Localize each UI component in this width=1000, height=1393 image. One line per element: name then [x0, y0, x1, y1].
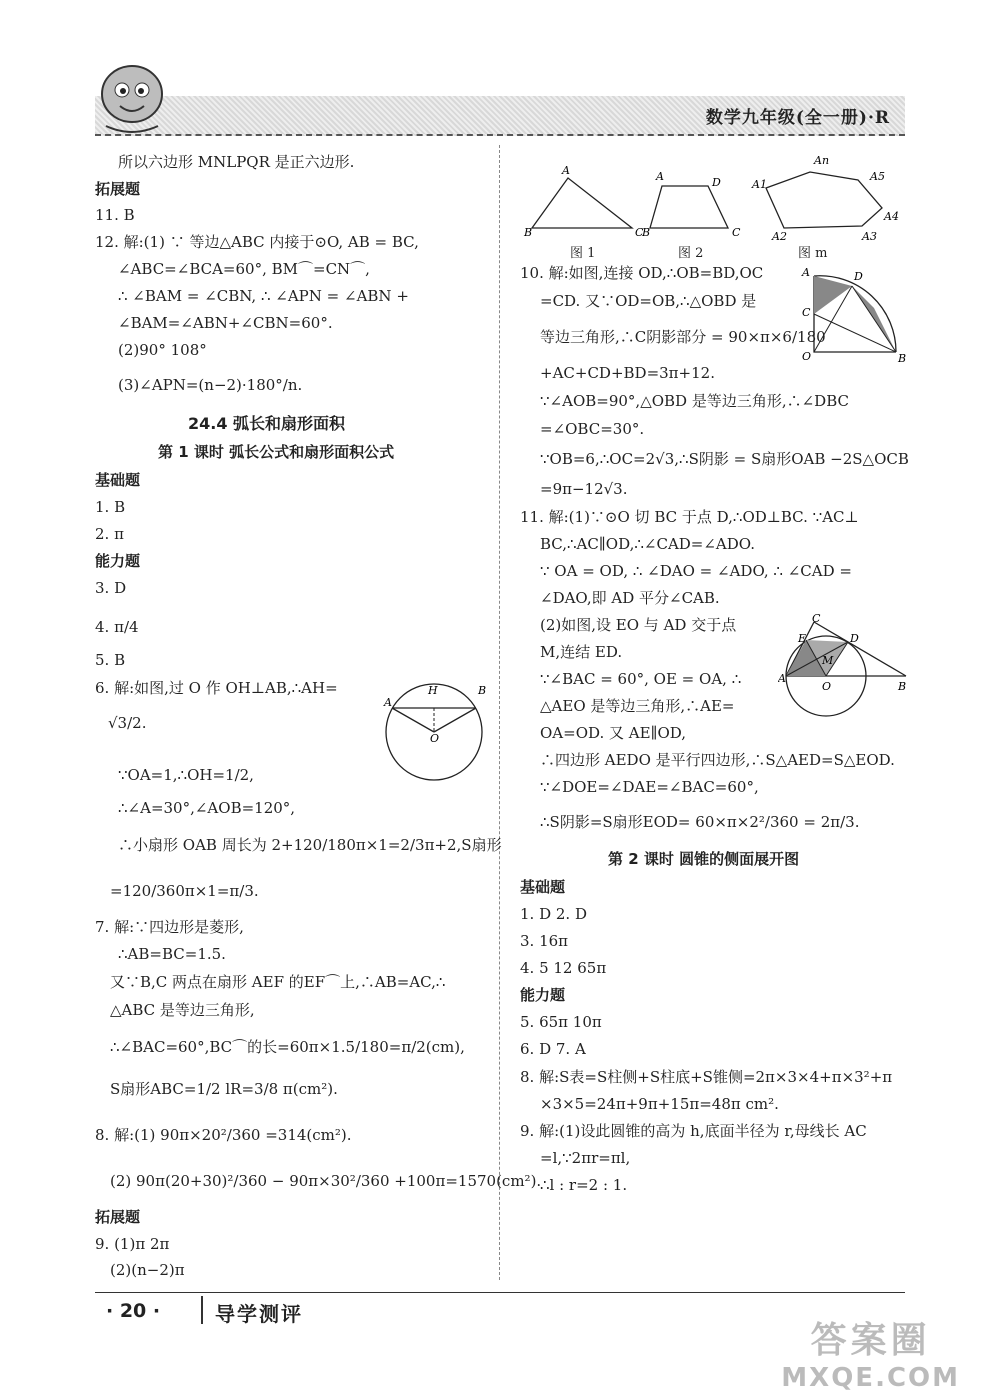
answer-line: 9. (1)π 2π: [95, 1235, 170, 1253]
watermark-text: 答案圈: [810, 1320, 931, 1361]
answer-line: BC,∴AC∥OD,∴∠CAD=∠ADO.: [540, 535, 755, 553]
answer-line: ∴四边形 AEDO 是平行四边形,∴S△AED=S△EOD.: [540, 751, 895, 769]
svg-text:B: B: [524, 226, 533, 239]
svg-text:B: B: [478, 684, 487, 697]
answer-line: (2)90° 108°: [118, 341, 207, 359]
answer-line: S扇形ABC=1/2 lR=3/8 π(cm²).: [110, 1080, 338, 1098]
svg-text:E: E: [798, 632, 807, 645]
answer-line: 4. 5 12 65π: [520, 959, 607, 977]
answer-line: 4. π/4: [95, 618, 139, 636]
svg-text:D: D: [854, 270, 863, 283]
heading-nengli: 能力题: [95, 552, 141, 570]
tangent-circle-figure: [778, 614, 910, 720]
answer-line: ∴小扇形 OAB 周长为 2+120/180π×1=2/3π+2,S扇形: [118, 836, 502, 854]
svg-text:A: A: [656, 170, 664, 183]
footer-line: [95, 1292, 905, 1293]
answer-line: ∴AB=BC=1.5.: [118, 945, 226, 963]
answer-line: ∴S阴影=S扇形EOD= 60×π×2²/360 = 2π/3.: [540, 813, 860, 831]
svg-text:A1: A1: [752, 178, 767, 191]
lesson-title: 第 1 课时 弧长公式和扇形面积公式: [158, 443, 395, 461]
answer-line: 又∵B,C 两点在扇形 AEF 的EF⌒上,∴AB=AC,∴: [110, 973, 446, 991]
svg-text:C: C: [812, 614, 821, 625]
answer-line: +AC+CD+BD=3π+12.: [540, 364, 715, 382]
answer-line: 9. 解:(1)设此圆锥的高为 h,底面半径为 r,母线长 AC: [520, 1122, 867, 1140]
answer-line: ∴ ∠BAM = ∠CBN, ∴ ∠APN = ∠ABN +: [118, 287, 409, 305]
answer-line: 等边三角形,∴C阴影部分 = 90×π×6/180: [540, 328, 826, 346]
answer-line: △ABC 是等边三角形,: [110, 1001, 255, 1019]
answer-line: =CD. 又∵OD=OB,∴△OBD 是: [540, 292, 757, 310]
answer-line: ∵∠BAC = 60°, OE = OA, ∴: [540, 670, 742, 688]
footer-brand: 导学测评: [215, 1302, 303, 1326]
svg-text:A3: A3: [862, 230, 877, 243]
answer-line: =∠OBC=30°.: [540, 420, 645, 438]
sector-figure: [800, 266, 910, 366]
figure-caption: 图 2: [678, 246, 704, 261]
answer-line: ∵OA=1,∴OH=1/2,: [118, 766, 254, 784]
answer-line: 12. 解:(1) ∵ 等边△ABC 内接于⊙O, AB = BC,: [95, 233, 419, 251]
answer-line: √3/2.: [108, 714, 147, 732]
answer-line: 1. B: [95, 498, 126, 516]
answer-line: =9π−12√3.: [540, 480, 628, 498]
answer-line: ∴∠A=30°,∠AOB=120°,: [118, 799, 296, 817]
svg-text:C: C: [802, 306, 811, 319]
svg-text:C: C: [635, 226, 644, 239]
heading-tuozhan: 拓展题: [95, 1208, 141, 1226]
svg-text:B: B: [642, 226, 651, 239]
answer-line: ×3×5=24π+9π+15π=48π cm².: [540, 1095, 779, 1113]
answer-line: ∠ABC=∠BCA=60°, BM⌒=CN⌒,: [118, 260, 370, 278]
answer-line: 1. D 2. D: [520, 905, 587, 923]
answer-line: 6. D 7. A: [520, 1040, 586, 1058]
svg-text:D: D: [850, 632, 859, 645]
answer-line: (2) 90π(20+30)²/360 − 90π×30²/360 +100π=1570(cm²).: [110, 1172, 542, 1190]
lesson-title: 第 2 课时 圆锥的侧面展开图: [608, 850, 800, 868]
svg-text:A5: A5: [870, 170, 885, 183]
svg-text:A: A: [802, 266, 810, 279]
figure-caption: 图 m: [798, 246, 828, 261]
answer-line: 3. 16π: [520, 932, 569, 950]
svg-text:H: H: [428, 684, 438, 697]
answer-line: 5. B: [95, 651, 126, 669]
answer-line: 11. B: [95, 206, 135, 224]
answer-line: ∵ OA = OD, ∴ ∠DAO = ∠ADO, ∴ ∠CAD =: [540, 562, 852, 580]
svg-text:B: B: [898, 352, 907, 365]
heading-jichu: 基础题: [520, 878, 566, 896]
answer-line: 5. 65π 10π: [520, 1013, 602, 1031]
svg-text:A4: A4: [884, 210, 899, 223]
column-divider: [499, 145, 500, 1280]
svg-text:O: O: [430, 732, 440, 745]
answer-line: 8. 解:S表=S柱侧+S柱底+S锥侧=2π×3×4+π×3²+π: [520, 1068, 893, 1086]
answer-line: 8. 解:(1) 90π×20²/360 =314(cm²).: [95, 1126, 352, 1144]
answer-line: OA=OD. 又 AE∥OD,: [540, 724, 687, 742]
svg-text:O: O: [822, 680, 832, 693]
heading-jichu: 基础题: [95, 471, 141, 489]
answer-line: ∠DAO,即 AD 平分∠CAB.: [540, 589, 720, 607]
answer-line: ∠BAM=∠ABN+∠CBN=60°.: [118, 314, 333, 332]
answer-line: (3)∠APN=(n−2)·180°/n.: [118, 376, 303, 394]
svg-text:O: O: [802, 350, 812, 363]
answer-line: 10. 解:如图,连接 OD,∴OB=BD,OC: [520, 264, 764, 282]
text-line: 所以六边形 MNLPQR 是正六边形.: [118, 153, 355, 171]
answer-line: M,连结 ED.: [540, 643, 623, 661]
mascot-logo-icon: [92, 50, 172, 134]
answer-line: (2)如图,设 EO 与 AD 交于点: [540, 616, 737, 634]
watermark: [781, 1312, 960, 1393]
answer-line: 11. 解:(1)∵⊙O 切 BC 于点 D,∴OD⊥BC. ∵AC⊥: [520, 508, 859, 526]
answer-line: ∴l : r=2 : 1.: [540, 1176, 628, 1194]
answer-line: 6. 解:如图,过 O 作 OH⊥AB,∴AH=: [95, 679, 338, 697]
svg-text:A: A: [778, 672, 786, 685]
svg-text:D: D: [712, 176, 721, 189]
svg-text:A: A: [384, 696, 392, 709]
heading-tuozhan: 拓展题: [95, 180, 141, 198]
answer-line: =l,∵2πr=πl,: [540, 1149, 631, 1167]
answer-line: ∵∠AOB=90°,△OBD 是等边三角形,∴∠DBC: [540, 392, 849, 410]
answer-line: ∴∠BAC=60°,BC⌒的长=60π×1.5/180=π/2(cm),: [110, 1038, 465, 1056]
page-number: · 20 ·: [106, 1300, 161, 1322]
answer-line: ∵OB=6,∴OC=2√3,∴S阴影 = S扇形OAB −2S△OCB: [540, 450, 909, 468]
circle-oab-figure: [378, 678, 490, 788]
answer-line: 3. D: [95, 579, 127, 597]
figure-caption: 图 1: [570, 246, 596, 261]
answer-line: △AEO 是等边三角形,∴AE=: [540, 697, 735, 715]
answer-line: 7. 解:∵四边形是菱形,: [95, 918, 244, 936]
header-title: 数学九年级(全一册)·R: [705, 108, 890, 128]
svg-text:An: An: [814, 154, 830, 167]
footer-separator: [201, 1296, 203, 1324]
heading-nengli: 能力题: [520, 986, 566, 1004]
svg-text:C: C: [732, 226, 741, 239]
answer-line: ∵∠DOE=∠DAE=∠BAC=60°,: [540, 778, 759, 796]
answer-line: 2. π: [95, 525, 124, 543]
svg-text:M: M: [822, 654, 834, 667]
answer-line: (2)(n−2)π: [110, 1261, 185, 1279]
svg-text:A2: A2: [772, 230, 787, 243]
answer-line: =120/360π×1=π/3.: [110, 882, 259, 900]
svg-text:A: A: [562, 164, 570, 177]
watermark-url: MXQE.COM: [781, 1363, 960, 1393]
section-title: 24.4 弧长和扇形面积: [188, 414, 346, 433]
svg-text:B: B: [898, 680, 907, 693]
